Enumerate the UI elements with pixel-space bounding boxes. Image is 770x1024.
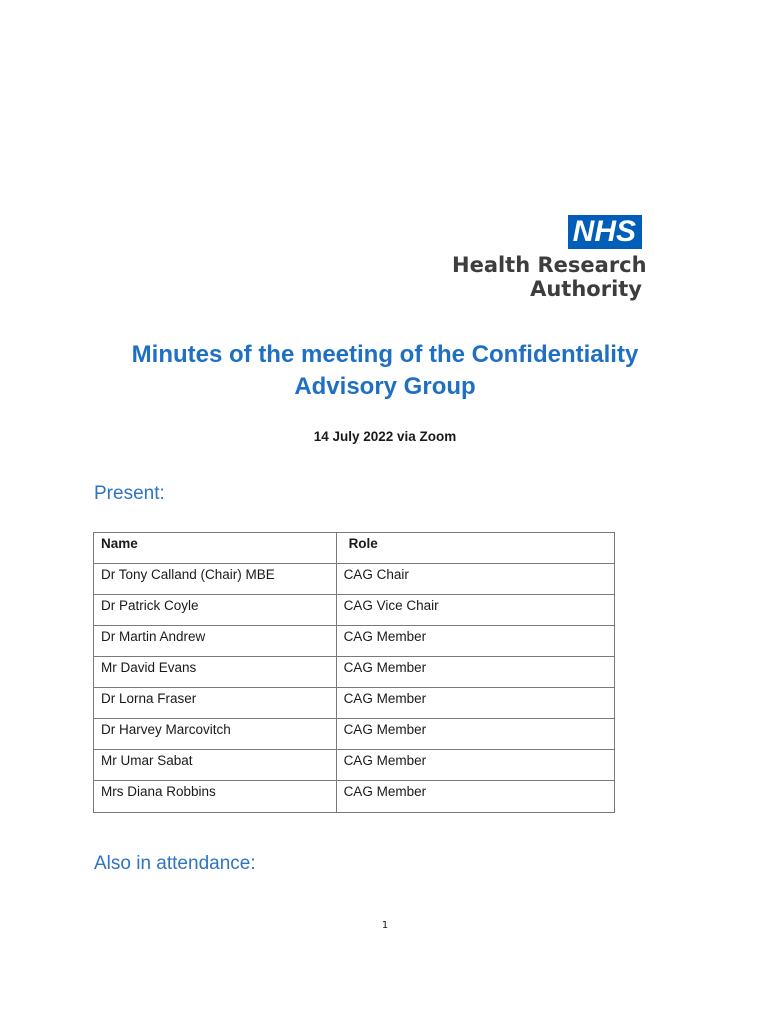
meeting-date: 14 July 2022 via Zoom <box>313 429 457 444</box>
column-header-role: Role <box>336 533 614 564</box>
attendee-name: Mrs Diana Robbins <box>94 781 337 813</box>
attendee-role: CAG Chair <box>336 564 614 595</box>
table-row <box>94 626 615 657</box>
document-title-line-1: Minutes of the meeting of the Confidentiality <box>131 341 639 368</box>
also-in-attendance-heading: Also in attendance: <box>94 853 256 874</box>
attendee-role: CAG Member <box>336 626 614 657</box>
attendees-table <box>93 532 615 813</box>
column-header-name: Name <box>94 533 337 564</box>
attendee-name: Dr Martin Andrew <box>94 626 337 657</box>
table-row <box>94 657 615 688</box>
table-row <box>94 595 615 626</box>
attendee-name: Dr Patrick Coyle <box>94 595 337 626</box>
present-heading: Present: <box>94 483 165 504</box>
attendee-role: CAG Member <box>336 719 614 750</box>
logo-line-health-research: Health Research <box>452 253 647 277</box>
table-row <box>94 719 615 750</box>
nhs-logo-badge: NHS <box>568 215 642 249</box>
table-row <box>94 781 615 813</box>
table-header-row <box>94 533 615 564</box>
attendee-name: Mr David Evans <box>94 657 337 688</box>
document-title-line-2: Advisory Group <box>294 373 476 400</box>
attendee-role: CAG Member <box>336 657 614 688</box>
attendee-role: CAG Member <box>336 750 614 781</box>
table-row <box>94 688 615 719</box>
nhs-hra-logo <box>452 215 647 301</box>
attendee-name: Dr Lorna Fraser <box>94 688 337 719</box>
attendee-role: CAG Member <box>336 688 614 719</box>
table-row <box>94 750 615 781</box>
attendee-role: CAG Vice Chair <box>336 595 614 626</box>
attendee-name: Dr Harvey Marcovitch <box>94 719 337 750</box>
document-title <box>0 339 770 403</box>
attendee-name: Dr Tony Calland (Chair) MBE <box>94 564 337 595</box>
page-number: 1 <box>381 920 389 931</box>
table-row <box>94 564 615 595</box>
logo-line-authority: Authority <box>530 277 642 301</box>
attendee-role: CAG Member <box>336 781 614 813</box>
attendee-name: Mr Umar Sabat <box>94 750 337 781</box>
